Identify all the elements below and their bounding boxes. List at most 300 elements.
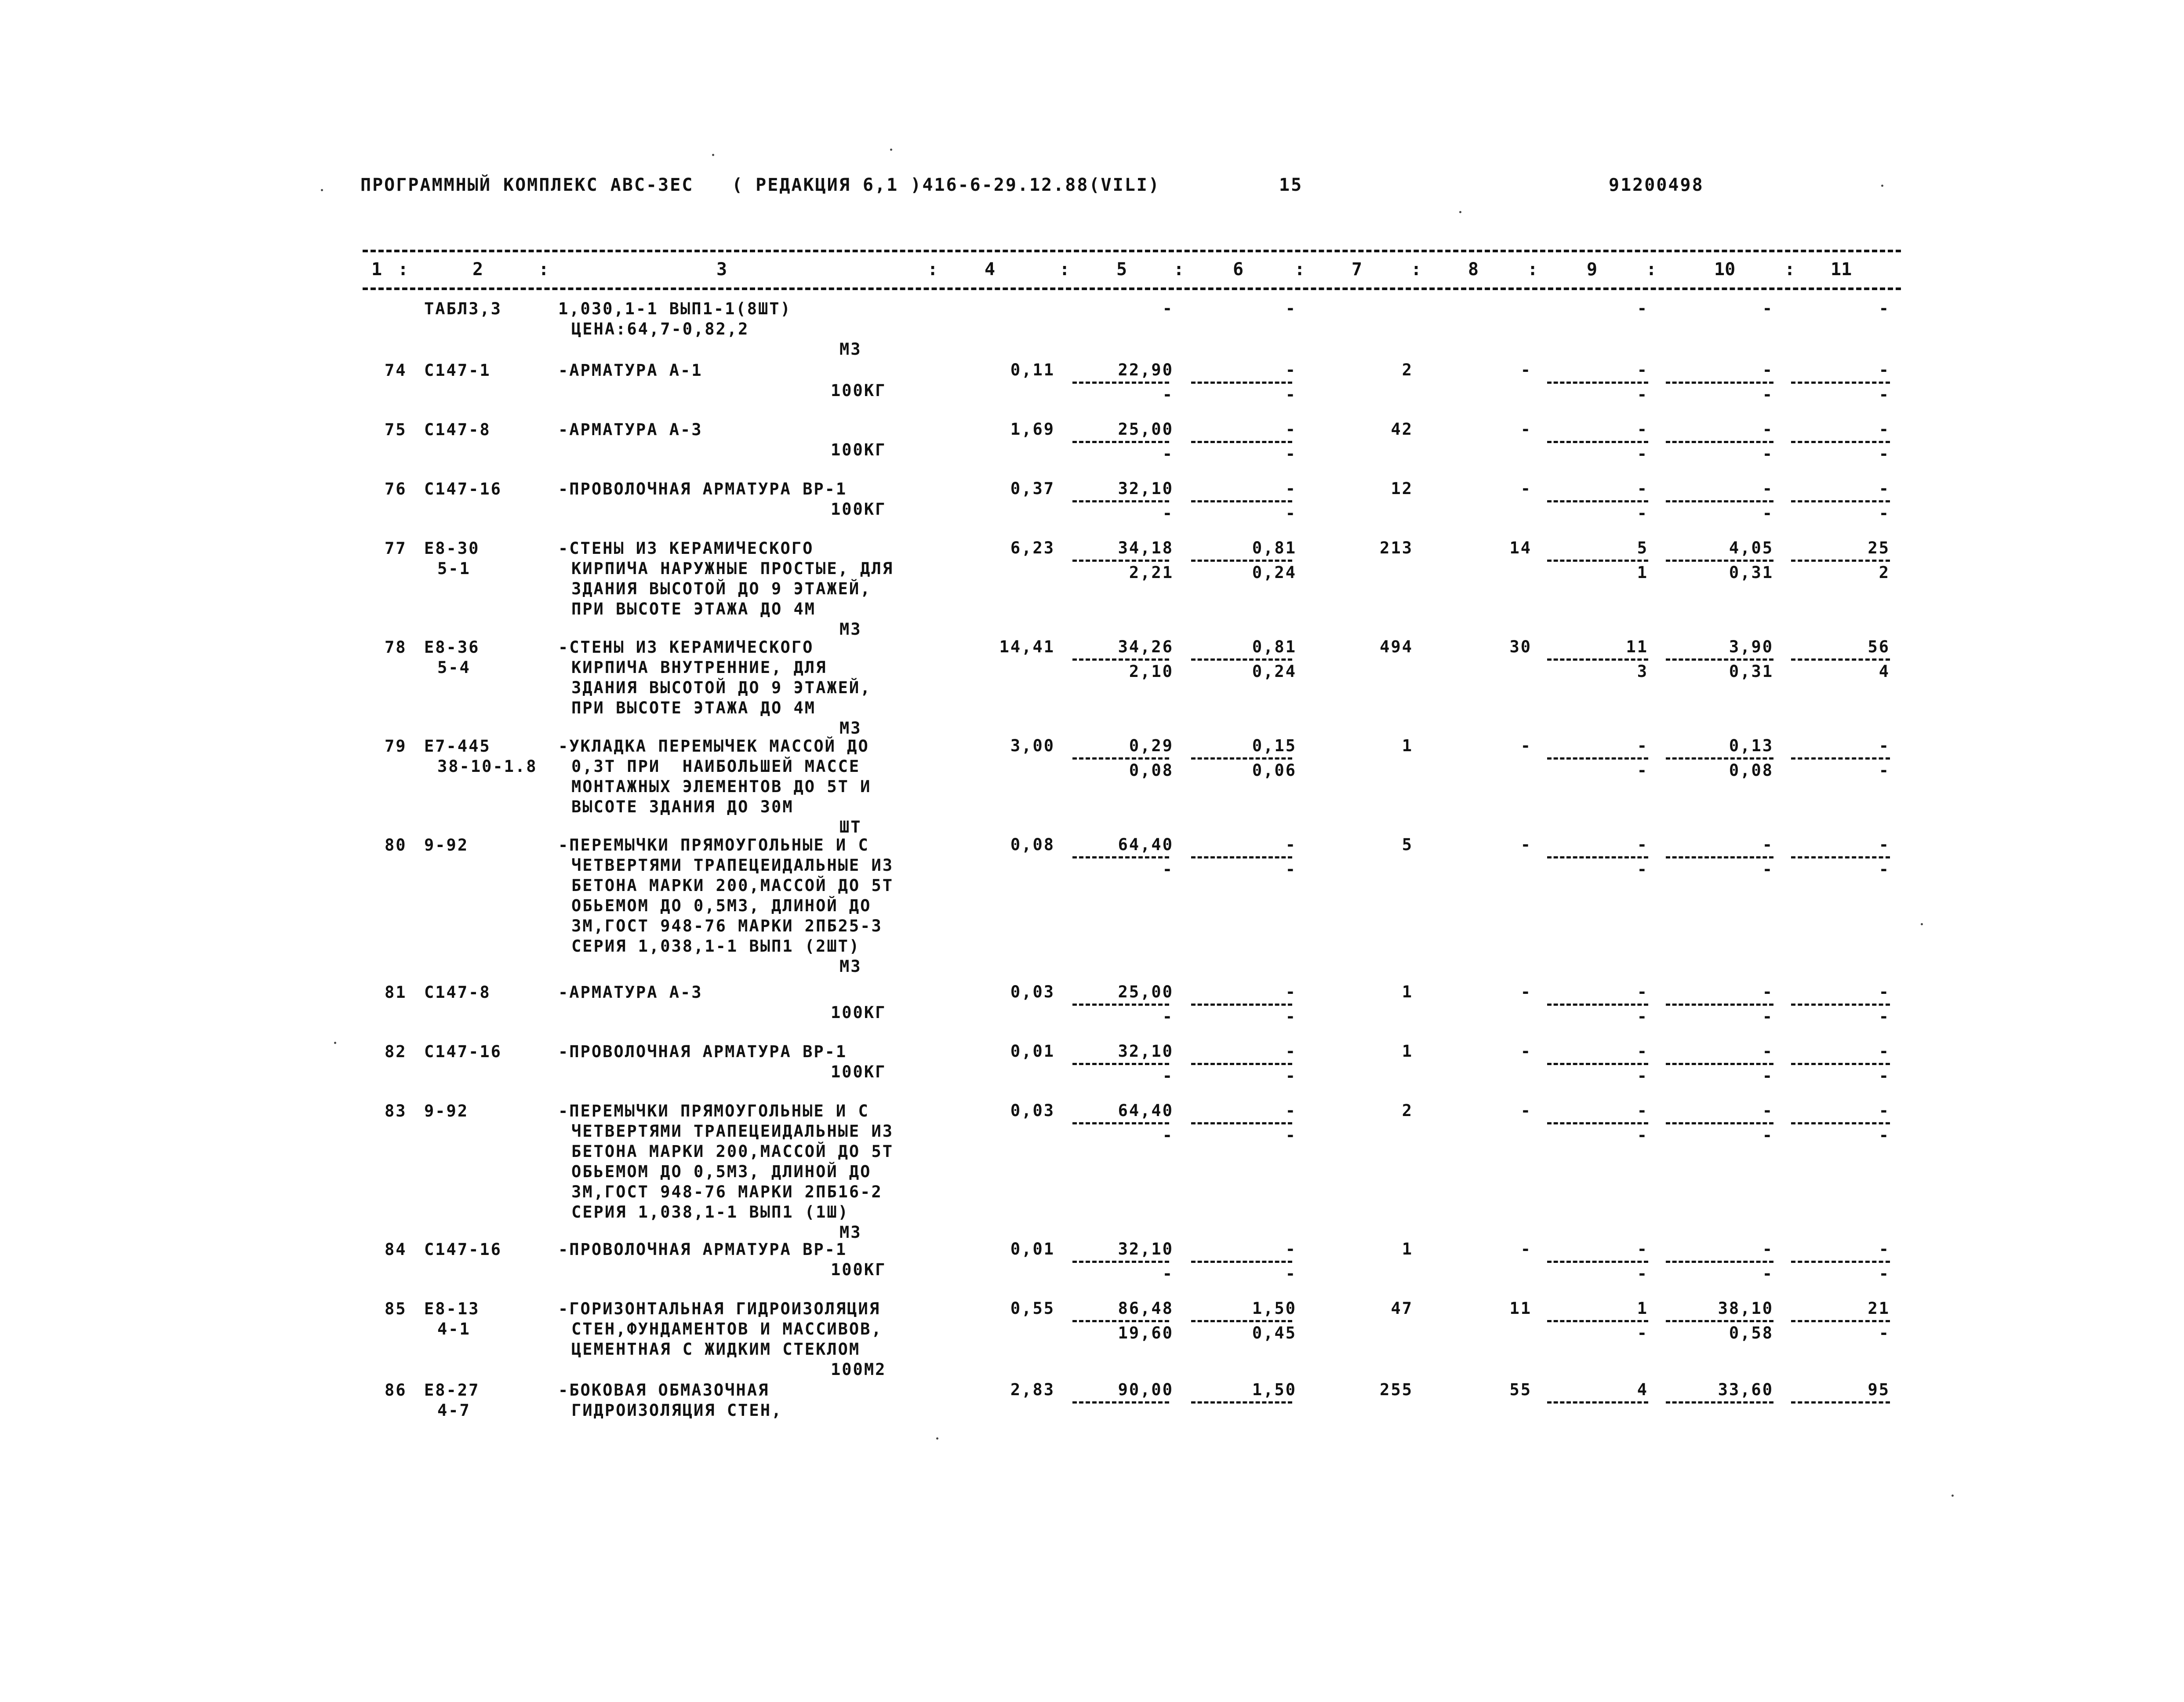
cell-c10b: 0,31: [1729, 662, 1773, 681]
norm-code: 9-92: [424, 1102, 469, 1120]
cell-c6b: -: [1285, 385, 1297, 404]
cell-c11: -: [1879, 420, 1890, 439]
cell-c4: 3,00: [1010, 736, 1055, 755]
cell-c5: -: [1162, 299, 1174, 318]
cell-separator: [1547, 560, 1648, 562]
column-header: 9: [1587, 259, 1598, 280]
column-separator: :: [1294, 259, 1305, 280]
cell-c10b: 0,08: [1729, 761, 1773, 780]
cell-c6: -: [1285, 420, 1297, 439]
unit-of-measure: 100КГ: [831, 440, 887, 459]
cell-separator: [1547, 757, 1648, 760]
work-description: ОБЬЕМОМ ДО 0,5М3, ДЛИНОЙ ДО: [571, 1162, 872, 1181]
cell-c11: -: [1879, 479, 1890, 498]
cell-c5b: -: [1162, 1126, 1174, 1145]
cell-separator: [1072, 1261, 1169, 1263]
cell-separator: [1791, 1261, 1890, 1263]
cell-c5: 64,40: [1118, 835, 1174, 854]
work-description: 3М,ГОСТ 948-76 МАРКИ 2ПБ16-2: [571, 1182, 883, 1201]
row-number: 75: [385, 420, 407, 439]
work-description: КИРПИЧА ВНУТРЕННИЕ, ДЛЯ: [571, 658, 827, 677]
column-header: 6: [1233, 259, 1244, 280]
cell-c11: -: [1879, 1101, 1890, 1120]
work-description: -БОКОВАЯ ОБМАЗОЧНАЯ: [558, 1381, 770, 1400]
cell-separator: [1547, 1063, 1648, 1065]
program-title: ПРОГРАММНЫЙ КОМПЛЕКС АВС-ЗЕС: [360, 175, 694, 195]
cell-c5b: 2,10: [1129, 662, 1174, 681]
unit-of-measure: М3: [839, 957, 862, 976]
cell-c10: 33,60: [1718, 1380, 1773, 1399]
cell-c5b: 2,21: [1129, 563, 1174, 582]
cell-separator: [1666, 1401, 1773, 1404]
work-description: 0,3Т ПРИ НАИБОЛЬШЕЙ МАССЕ: [571, 757, 861, 776]
cell-c10b: -: [1762, 1126, 1773, 1145]
cell-c9: 4: [1637, 1380, 1648, 1399]
cell-c11b: -: [1879, 504, 1890, 523]
cell-separator: [1072, 1122, 1169, 1124]
cell-separator: [1666, 1122, 1773, 1124]
cell-c6b: 0,24: [1252, 662, 1297, 681]
row-number: 76: [385, 480, 407, 498]
column-separator: :: [1059, 259, 1070, 280]
cell-c8: -: [1520, 479, 1532, 498]
norm-code: 38-10-1.8: [437, 757, 538, 776]
cell-c8: 30: [1509, 637, 1532, 656]
work-description: МОНТАЖНЫХ ЭЛЕМЕНТОВ ДО 5Т И: [571, 777, 872, 796]
cell-c6: -: [1285, 1240, 1297, 1258]
cell-c5: 25,00: [1118, 420, 1174, 439]
cell-c9b: -: [1637, 860, 1648, 879]
cell-c11b: -: [1879, 1324, 1890, 1342]
norm-code: Е8-13: [424, 1299, 480, 1318]
cell-c11b: -: [1879, 761, 1890, 780]
cell-c5b: -: [1162, 1007, 1174, 1026]
cell-c10: -: [1762, 1240, 1773, 1258]
cell-c9b: -: [1637, 504, 1648, 523]
norm-code: С147-16: [424, 1042, 502, 1061]
scan-speck: [321, 189, 323, 191]
row-number: 83: [385, 1102, 407, 1120]
work-description: ЗДАНИЯ ВЫСОТОЙ ДО 9 ЭТАЖЕЙ,: [571, 579, 872, 598]
cell-c11b: -: [1879, 444, 1890, 463]
cell-c6: -: [1285, 479, 1297, 498]
cell-c9: -: [1637, 982, 1648, 1001]
cell-c5b: -: [1162, 444, 1174, 463]
cell-c8: -: [1520, 1101, 1532, 1120]
cell-separator: [1191, 1261, 1292, 1263]
work-description: СЕРИЯ 1,038,1-1 ВЫП1 (1Ш): [571, 1203, 849, 1222]
cell-c9: 1: [1637, 1299, 1648, 1318]
cell-separator: [1791, 1401, 1890, 1404]
cell-c10b: -: [1762, 385, 1773, 404]
row-number: 80: [385, 836, 407, 855]
cell-separator: [1791, 441, 1890, 443]
cell-c6b: -: [1285, 1007, 1297, 1026]
cell-separator: [1072, 1004, 1169, 1006]
unit-of-measure: 100КГ: [831, 381, 887, 400]
cell-c11: -: [1879, 835, 1890, 854]
document-code: 91200498: [1609, 175, 1704, 195]
cell-c10: 3,90: [1729, 637, 1773, 656]
work-description: -СТЕНЫ ИЗ КЕРАМИЧЕСКОГО: [558, 638, 814, 657]
work-description: КИРПИЧА НАРУЖНЫЕ ПРОСТЫЕ, ДЛЯ: [571, 559, 894, 578]
cell-c5: 25,00: [1118, 982, 1174, 1001]
cell-c7: 2: [1402, 360, 1413, 379]
norm-code: С147-1: [424, 361, 491, 380]
cell-c10: -: [1762, 835, 1773, 854]
cell-c7: 1: [1402, 1042, 1413, 1061]
work-description: ОБЬЕМОМ ДО 0,5М3, ДЛИНОЙ ДО: [571, 896, 872, 915]
work-description: -ПЕРЕМЫЧКИ ПРЯМОУГОЛЬНЫЕ И С: [558, 1102, 869, 1120]
cell-separator: [1547, 500, 1648, 502]
norm-code: 5-4: [437, 658, 471, 677]
norm-code: 9-92: [424, 836, 469, 855]
cell-c11: 25: [1868, 538, 1890, 557]
cell-c8: -: [1520, 835, 1532, 854]
cell-c11: -: [1879, 299, 1890, 318]
unit-of-measure: ШТ: [839, 818, 862, 836]
column-header: 8: [1468, 259, 1479, 280]
cell-c7: 255: [1380, 1380, 1413, 1399]
cell-separator: [1072, 658, 1169, 661]
cell-c5: 64,40: [1118, 1101, 1174, 1120]
work-description: 1,030,1-1 ВЫП1-1(8ШТ): [558, 299, 792, 318]
norm-code: Е8-36: [424, 638, 480, 657]
column-header: 4: [985, 259, 996, 280]
cell-c10: 4,05: [1729, 538, 1773, 557]
cell-c11b: 2: [1879, 563, 1890, 582]
cell-separator: [1666, 500, 1773, 502]
unit-of-measure: 100КГ: [831, 1062, 887, 1081]
cell-c10: -: [1762, 479, 1773, 498]
cell-c7: 47: [1391, 1299, 1413, 1318]
work-description: БЕТОНА МАРКИ 200,МАССОЙ ДО 5Т: [571, 876, 894, 895]
cell-c6: 1,50: [1252, 1380, 1297, 1399]
scan-speck: [936, 1437, 938, 1440]
cell-separator: [1547, 1320, 1648, 1322]
cell-c6: 0,15: [1252, 736, 1297, 755]
unit-of-measure: М3: [839, 1223, 862, 1242]
unit-of-measure: М3: [839, 340, 862, 359]
scan-speck: [1951, 1495, 1954, 1497]
cell-c4: 0,01: [1010, 1042, 1055, 1061]
work-description: СЕРИЯ 1,038,1-1 ВЫП1 (2ШТ): [571, 937, 861, 956]
cell-separator: [1191, 757, 1292, 760]
cell-c7: 494: [1380, 637, 1413, 656]
cell-c5: 32,10: [1118, 1042, 1174, 1061]
cell-c9b: -: [1637, 444, 1648, 463]
work-description: -ГОРИЗОНТАЛЬНАЯ ГИДРОИЗОЛЯЦИЯ: [558, 1299, 881, 1318]
cell-c4: 0,03: [1010, 982, 1055, 1001]
scan-speck: [1459, 211, 1461, 213]
work-description: ЧЕТВЕРТЯМИ ТРАПЕЦЕИДАЛЬНЫЕ ИЗ: [571, 856, 894, 875]
cell-separator: [1666, 757, 1773, 760]
cell-separator: [1547, 658, 1648, 661]
cell-c6: -: [1285, 299, 1297, 318]
column-header: 11: [1831, 259, 1852, 280]
cell-separator: [1191, 1320, 1292, 1322]
scan-speck: [1921, 923, 1923, 925]
cell-c11: 21: [1868, 1299, 1890, 1318]
cell-c10: -: [1762, 299, 1773, 318]
norm-code: Е8-30: [424, 539, 480, 558]
cell-c5b: -: [1162, 1066, 1174, 1085]
cell-c11: 95: [1868, 1380, 1890, 1399]
cell-c11: -: [1879, 360, 1890, 379]
column-header: 3: [716, 259, 727, 280]
cell-c5: 22,90: [1118, 360, 1174, 379]
cell-c10: -: [1762, 982, 1773, 1001]
cell-c11b: -: [1879, 1264, 1890, 1283]
cell-separator: [1547, 856, 1648, 858]
cell-c11: -: [1879, 1240, 1890, 1258]
cell-c6b: -: [1285, 1264, 1297, 1283]
column-separator: :: [927, 259, 938, 280]
cell-c5: 32,10: [1118, 479, 1174, 498]
cell-c5b: -: [1162, 504, 1174, 523]
cell-c9: -: [1637, 835, 1648, 854]
norm-code: 4-1: [437, 1320, 471, 1338]
cell-separator: [1666, 1320, 1773, 1322]
work-description: ЧЕТВЕРТЯМИ ТРАПЕЦЕИДАЛЬНЫЕ ИЗ: [571, 1122, 894, 1141]
cell-c4: 0,11: [1010, 360, 1055, 379]
cell-c10b: -: [1762, 1007, 1773, 1026]
cell-c5: 32,10: [1118, 1240, 1174, 1258]
cell-c6: -: [1285, 835, 1297, 854]
column-header: 10: [1714, 259, 1736, 280]
row-number: 81: [385, 983, 407, 1002]
cell-separator: [1191, 1063, 1292, 1065]
cell-c8: 14: [1509, 538, 1532, 557]
scan-speck: [712, 154, 714, 156]
cell-c9: -: [1637, 360, 1648, 379]
cell-c7: 2: [1402, 1101, 1413, 1120]
cell-c9: -: [1637, 420, 1648, 439]
cell-separator: [1191, 441, 1292, 443]
cell-separator: [1072, 382, 1169, 384]
cell-c5: 90,00: [1118, 1380, 1174, 1399]
norm-code: Е8-27: [424, 1381, 480, 1400]
cell-c6b: -: [1285, 860, 1297, 879]
work-description: -АРМАТУРА А-1: [558, 361, 703, 380]
cell-c9: -: [1637, 299, 1648, 318]
cell-c6b: -: [1285, 1126, 1297, 1145]
cell-separator: [1791, 1122, 1890, 1124]
cell-separator: [1791, 757, 1890, 760]
cell-c11b: -: [1879, 385, 1890, 404]
work-description: -ПРОВОЛОЧНАЯ АРМАТУРА ВР-1: [558, 1240, 847, 1259]
row-number: 86: [385, 1381, 407, 1400]
cell-c9: -: [1637, 1042, 1648, 1061]
cell-c8: -: [1520, 736, 1532, 755]
row-number: 79: [385, 737, 407, 756]
row-number: 74: [385, 361, 407, 380]
cell-c9: -: [1637, 1240, 1648, 1258]
cell-c5b: 19,60: [1118, 1324, 1174, 1342]
work-description: ВЫСОТЕ ЗДАНИЯ ДО 30М: [571, 797, 794, 816]
cell-separator: [1072, 1063, 1169, 1065]
norm-code: С147-16: [424, 480, 502, 498]
work-description: ГИДРОИЗОЛЯЦИЯ СТЕН,: [571, 1401, 783, 1420]
unit-of-measure: 100КГ: [831, 1003, 887, 1022]
cell-c11b: -: [1879, 1066, 1890, 1085]
work-description: БЕТОНА МАРКИ 200,МАССОЙ ДО 5Т: [571, 1142, 894, 1161]
cell-separator: [1072, 856, 1169, 858]
cell-c11: -: [1879, 982, 1890, 1001]
cell-separator: [1191, 658, 1292, 661]
cell-separator: [1666, 1063, 1773, 1065]
cell-separator: [1072, 1401, 1169, 1404]
work-description: ЗДАНИЯ ВЫСОТОЙ ДО 9 ЭТАЖЕЙ,: [571, 678, 872, 697]
cell-c10: -: [1762, 420, 1773, 439]
cell-c9: -: [1637, 479, 1648, 498]
cell-c6: -: [1285, 1101, 1297, 1120]
unit-of-measure: 100КГ: [831, 500, 887, 519]
cell-c10b: -: [1762, 1264, 1773, 1283]
header-bottom-rule: [363, 287, 1901, 290]
row-number: 77: [385, 539, 407, 558]
cell-c4: 1,69: [1010, 420, 1055, 439]
cell-c9b: -: [1637, 385, 1648, 404]
cell-c5b: -: [1162, 860, 1174, 879]
cell-c4: 0,03: [1010, 1101, 1055, 1120]
cell-c11b: -: [1879, 860, 1890, 879]
unit-of-measure: М3: [839, 719, 862, 738]
cell-c6: -: [1285, 1042, 1297, 1061]
work-description: -СТЕНЫ ИЗ КЕРАМИЧЕСКОГО: [558, 539, 814, 558]
cell-separator: [1547, 1004, 1648, 1006]
cell-c6: -: [1285, 982, 1297, 1001]
cell-separator: [1547, 441, 1648, 443]
cell-c9b: -: [1637, 1007, 1648, 1026]
cell-c9b: -: [1637, 1324, 1648, 1342]
cell-c10: -: [1762, 1042, 1773, 1061]
work-description: ПРИ ВЫСОТЕ ЭТАЖА ДО 4М: [571, 600, 816, 618]
work-description: -ПРОВОЛОЧНАЯ АРМАТУРА ВР-1: [558, 480, 847, 498]
cell-separator: [1666, 382, 1773, 384]
cell-c10: -: [1762, 1101, 1773, 1120]
cell-c9b: -: [1637, 1264, 1648, 1283]
cell-separator: [1666, 1261, 1773, 1263]
edition-info: ( РЕДАКЦИЯ 6,1 )416-6-29.12.88(VILI): [732, 175, 1160, 195]
work-description: -ПРОВОЛОЧНАЯ АРМАТУРА ВР-1: [558, 1042, 847, 1061]
norm-code: Е7-445: [424, 737, 491, 756]
cell-separator: [1666, 560, 1773, 562]
scan-speck: [334, 1042, 336, 1044]
cell-separator: [1791, 560, 1890, 562]
cell-c8: -: [1520, 982, 1532, 1001]
cell-c6b: 0,06: [1252, 761, 1297, 780]
cell-c5b: 0,08: [1129, 761, 1174, 780]
cell-c7: 1: [1402, 1240, 1413, 1258]
unit-of-measure: 100М2: [831, 1360, 887, 1379]
cell-separator: [1791, 1320, 1890, 1322]
cell-separator: [1191, 856, 1292, 858]
cell-separator: [1547, 1261, 1648, 1263]
cell-c6b: -: [1285, 444, 1297, 463]
cell-separator: [1191, 382, 1292, 384]
cell-c9b: -: [1637, 1066, 1648, 1085]
cell-c6b: 0,24: [1252, 563, 1297, 582]
top-rule: [363, 250, 1901, 252]
cell-c11b: 4: [1879, 662, 1890, 681]
row-number: 82: [385, 1042, 407, 1061]
norm-code: 5-1: [437, 559, 471, 578]
cell-c7: 1: [1402, 736, 1413, 755]
cell-separator: [1791, 856, 1890, 858]
cell-c10: 0,13: [1729, 736, 1773, 755]
unit-of-measure: 100КГ: [831, 1260, 887, 1279]
cell-c9: -: [1637, 1101, 1648, 1120]
cell-c6b: -: [1285, 1066, 1297, 1085]
cell-c4: 14,41: [999, 637, 1055, 656]
cell-c11: 56: [1868, 637, 1890, 656]
cell-c8: -: [1520, 420, 1532, 439]
cell-separator: [1072, 500, 1169, 502]
cell-c8: -: [1520, 1042, 1532, 1061]
cell-c11b: -: [1879, 1126, 1890, 1145]
cell-c9b: 3: [1637, 662, 1648, 681]
cell-separator: [1191, 560, 1292, 562]
cell-c9: -: [1637, 736, 1648, 755]
work-description: -АРМАТУРА А-3: [558, 420, 703, 439]
column-header: 2: [472, 259, 483, 280]
cell-separator: [1666, 441, 1773, 443]
norm-code: С147-8: [424, 420, 491, 439]
work-description: -АРМАТУРА А-3: [558, 983, 703, 1002]
cell-c5: 34,18: [1118, 538, 1174, 557]
scan-speck: [890, 149, 892, 151]
cell-c10b: -: [1762, 504, 1773, 523]
norm-code: ТАБЛ3,3: [424, 299, 502, 318]
work-description: ЦЕМЕНТНАЯ С ЖИДКИМ СТЕКЛОМ: [571, 1340, 861, 1359]
cell-separator: [1072, 560, 1169, 562]
work-description: ЦЕНА:64,7-0,82,2: [571, 320, 749, 338]
row-number: 78: [385, 638, 407, 657]
cell-c5b: -: [1162, 1264, 1174, 1283]
cell-separator: [1547, 382, 1648, 384]
cell-c7: 1: [1402, 982, 1413, 1001]
cell-c9b: 1: [1637, 563, 1648, 582]
cell-separator: [1666, 1004, 1773, 1006]
cell-c10b: 0,58: [1729, 1324, 1773, 1342]
unit-of-measure: М3: [839, 620, 862, 639]
cell-c11: -: [1879, 736, 1890, 755]
cell-separator: [1191, 1401, 1292, 1404]
cell-separator: [1791, 1063, 1890, 1065]
cell-separator: [1072, 441, 1169, 443]
cell-c7: 213: [1380, 538, 1413, 557]
cell-c5: 0,29: [1129, 736, 1174, 755]
cell-c8: -: [1520, 360, 1532, 379]
cell-c8: 55: [1509, 1380, 1532, 1399]
column-separator: :: [398, 259, 409, 280]
cell-separator: [1791, 382, 1890, 384]
cell-c4: 0,01: [1010, 1240, 1055, 1258]
cell-c6: 0,81: [1252, 538, 1297, 557]
cell-c5: 34,26: [1118, 637, 1174, 656]
scan-speck: [1881, 185, 1883, 187]
column-separator: :: [1174, 259, 1185, 280]
cell-c6b: -: [1285, 504, 1297, 523]
column-separator: :: [1646, 259, 1657, 280]
cell-separator: [1666, 658, 1773, 661]
cell-c10b: -: [1762, 1066, 1773, 1085]
column-header: 5: [1116, 259, 1127, 280]
cell-c9: 5: [1637, 538, 1648, 557]
cell-c10: -: [1762, 360, 1773, 379]
cell-separator: [1791, 1004, 1890, 1006]
